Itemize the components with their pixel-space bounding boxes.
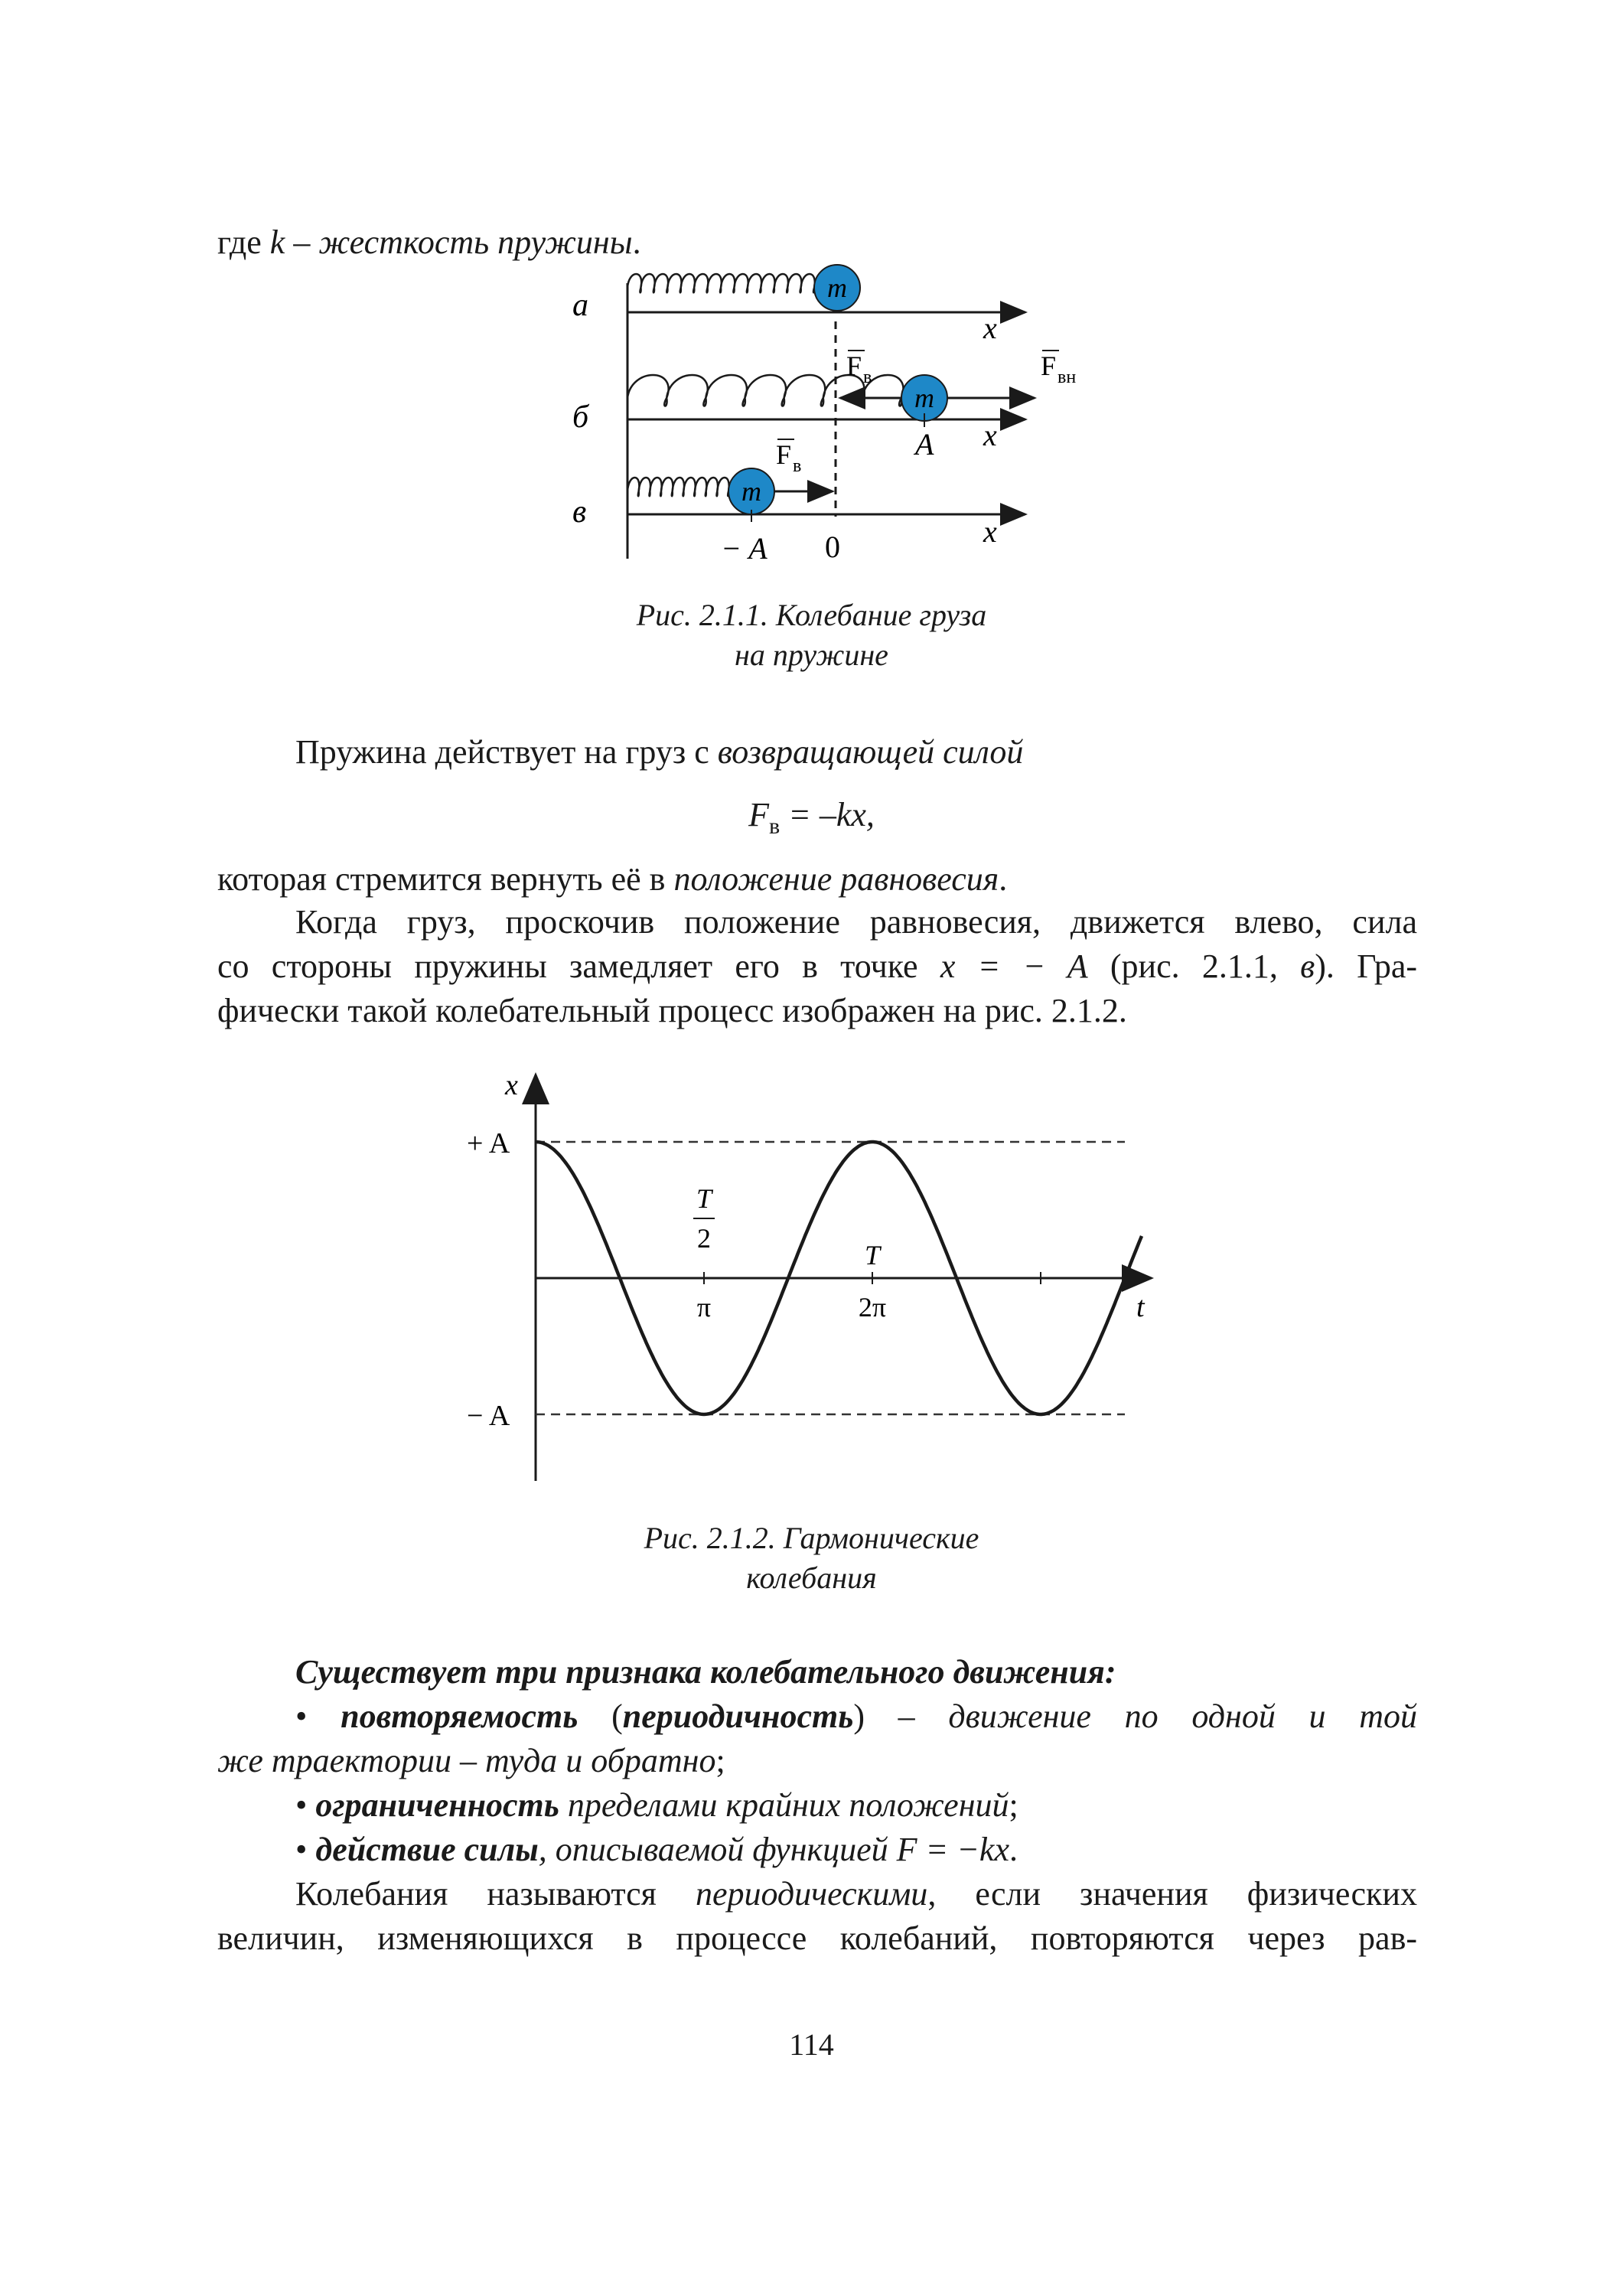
mass-ball-v [728, 468, 774, 514]
paragraph-periodic-line1: Колебания называются периодическими, если значения физических [295, 1875, 1417, 1913]
svg-text:F: F [1041, 351, 1057, 381]
bullet-dot-1: • [295, 1698, 341, 1735]
bullet-dot-3: • [295, 1831, 316, 1868]
period-label: T [864, 1240, 881, 1270]
svg-text:F: F [776, 439, 792, 470]
svg-text:вн: вн [1058, 367, 1077, 387]
row-label-a: а [572, 288, 588, 323]
spring-stretched-b [627, 375, 903, 406]
paragraph-motion-line1: Когда груз, проскочив положение равновесия, движется влево, сила [295, 903, 1417, 941]
pi-label: π [696, 1292, 712, 1322]
row-label-b: б [572, 400, 589, 435]
svg-text:в: в [863, 367, 872, 387]
bullet-limitedness: • ограниченность пределами крайних положений; [295, 1786, 1018, 1824]
svg-text:m: m [741, 476, 761, 507]
fig2-caption: Рис. 2.1.2. Гармонические колебания [644, 1521, 979, 1595]
plus-A-label: + A [467, 1127, 510, 1159]
axis-label-v: x [983, 514, 997, 549]
page-number: 114 [789, 2027, 834, 2062]
t-axis-label: t [1136, 1291, 1145, 1323]
label-zero: 0 [825, 530, 840, 564]
bullet-repeatability-line2: же траектории – туда и обратно; [217, 1742, 725, 1779]
fig1-caption: Рис. 2.1.1. Колебание груза на пружине [636, 598, 987, 672]
bullet-force-action: • действие силы, описываемой функцией F = −kx. [295, 1831, 1018, 1868]
svg-text:в: в [793, 456, 802, 476]
axis-label-a: x [983, 311, 997, 345]
two-pi-label: 2π [858, 1292, 887, 1322]
paragraph-motion-line2: со стороны пружины замедляет его в точке x = − A (рис. 2.1.1, в). Гра- [217, 947, 1417, 985]
svg-text:F: F [846, 351, 862, 381]
mass-ball-a [814, 265, 860, 311]
formula-restoring-force: $F_в = -kx$, [748, 796, 875, 839]
signs-heading: Существует три признака колебательного движения: [295, 1653, 1116, 1691]
paragraph-equilibrium: которая стремится вернуть её в положение равновесия. [217, 860, 1008, 898]
spring-compressed-a [627, 274, 815, 292]
half-period-label [693, 1183, 715, 1254]
spring-compressed-v [627, 478, 729, 496]
spring-figure [551, 253, 1087, 574]
external-force-label-b [1041, 351, 1076, 387]
axis-label-b: x [983, 418, 997, 452]
harmonic-graph [451, 1064, 1178, 1492]
label-minus-A: − A [721, 531, 768, 566]
paragraph-motion-line3: фически такой колебательный процесс изображен на рис. 2.1.2. [217, 992, 1127, 1029]
restoring-force-label-v [776, 439, 801, 476]
svg-text:m: m [914, 383, 934, 413]
intro-line: где k – жесткость пружины. [217, 223, 641, 261]
bullet-dot-2: • [295, 1786, 316, 1824]
label-A: A [915, 427, 934, 461]
paragraph-restoring-force: Пружина действует на груз с возвращающей силой [295, 733, 1024, 771]
svg-text:T: T [696, 1183, 712, 1214]
paragraph-periodic-line2: величин, изменяющихся в процессе колебаний, повторяются через рав- [217, 1919, 1417, 1957]
x-axis-label: x [505, 1069, 518, 1101]
restoring-force-label-b [846, 351, 872, 387]
bullet-repeatability-line1: • повторяемость (периодичность) – движение по одной и той [295, 1698, 1417, 1735]
row-label-v: в [572, 494, 587, 530]
svg-text:m: m [827, 272, 847, 303]
svg-text:2: 2 [697, 1223, 711, 1254]
minus-A-label: − A [467, 1400, 510, 1432]
